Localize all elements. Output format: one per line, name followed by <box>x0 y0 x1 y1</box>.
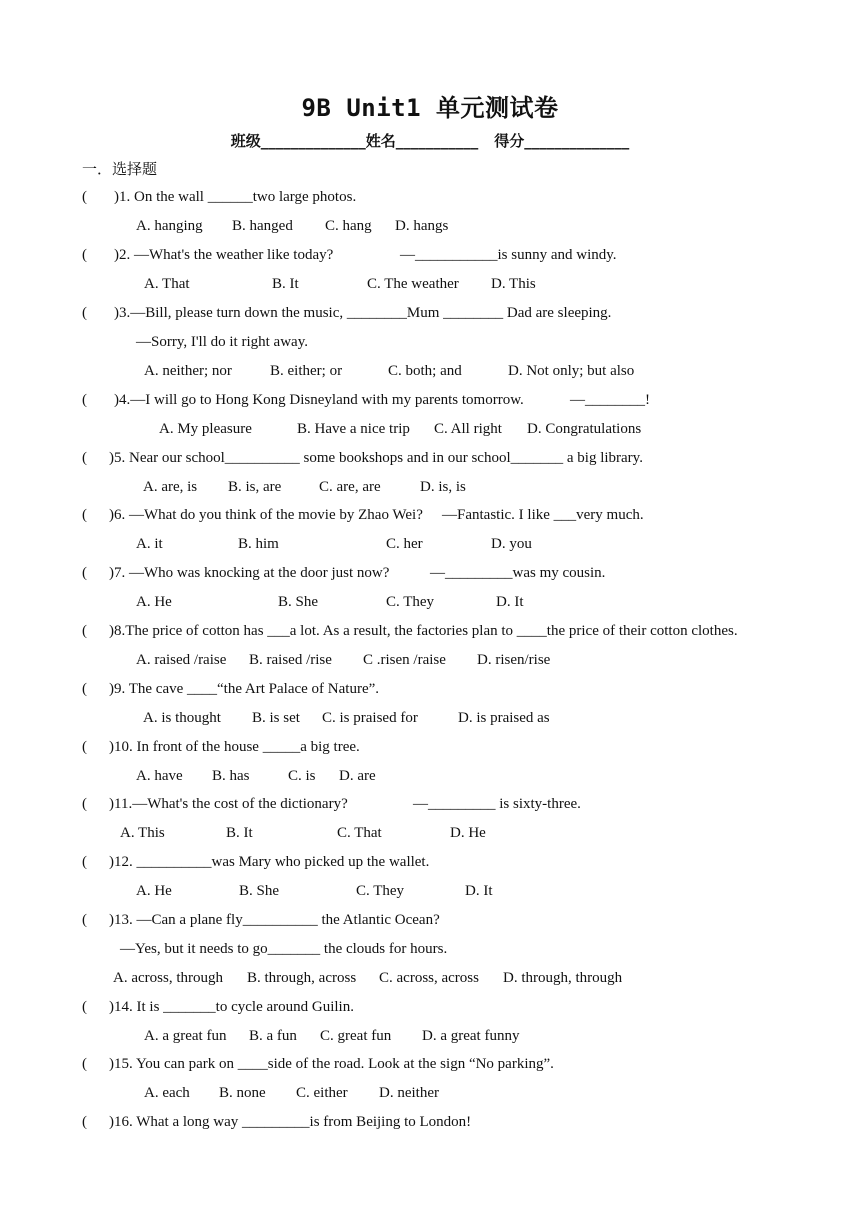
answer-paren[interactable]: ( <box>82 999 87 1015</box>
answer-option: B. hanged <box>232 218 293 234</box>
question-text: )3.—Bill, please turn down the music, ________Mum ________ Dad are sleeping. <box>114 305 612 321</box>
answer-paren[interactable]: ( <box>82 1056 87 1072</box>
answer-option: B. She <box>278 594 319 610</box>
answer-option: C. both; and <box>388 363 462 379</box>
answer-option: C. That <box>337 825 382 841</box>
question-subline: —Sorry, I'll do it right away. <box>136 334 308 350</box>
question-text: )6. —What do you think of the movie by Zhao Wei? <box>109 507 423 523</box>
question-text: )7. —Who was knocking at the door just now? <box>109 565 390 581</box>
answer-option: C. are, are <box>319 479 381 495</box>
question-text: )15. You can park on ____side of the road. Look at the sign “No parking”. <box>109 1056 554 1072</box>
question-reply: —___________is sunny and windy. <box>400 247 617 263</box>
question-text: )13. —Can a plane fly__________ the Atlantic Ocean? <box>109 912 440 928</box>
answer-option: B. either; or <box>270 363 343 379</box>
answer-option: D. hangs <box>395 218 449 234</box>
answer-paren[interactable]: ( <box>82 796 87 812</box>
question-text: )10. In front of the house _____a big tree. <box>109 739 360 755</box>
answer-option: D. Congratulations <box>527 421 642 437</box>
section-title: 一．选择题 <box>82 160 158 178</box>
answer-option: B. raised /rise <box>249 652 332 668</box>
question-text: )5. Near our school__________ some bookshops and in our school_______ a big library. <box>109 450 643 466</box>
answer-option: D. risen/rise <box>477 652 551 668</box>
answer-option: D. neither <box>379 1085 439 1101</box>
answer-option: B. It <box>272 276 299 292</box>
answer-option: B. is, are <box>228 479 282 495</box>
answer-option: A. it <box>136 536 163 552</box>
answer-option: B. Have a nice trip <box>297 421 410 437</box>
answer-option: C .risen /raise <box>363 652 446 668</box>
question-subline: —Yes, but it needs to go_______ the clouds for hours. <box>120 941 448 957</box>
answer-option: B. She <box>239 883 280 899</box>
answer-paren[interactable]: ( <box>82 189 87 205</box>
answer-option: B. has <box>212 768 250 784</box>
answer-paren[interactable]: ( <box>82 247 87 263</box>
answer-option: C. They <box>356 883 405 899</box>
answer-option: A. This <box>120 825 165 841</box>
answer-option: D. Not only; but also <box>508 363 635 379</box>
answer-option: A. have <box>136 768 183 784</box>
student-info-line <box>0 130 860 151</box>
question-text: )9. The cave ____“the Art Palace of Nature”. <box>109 681 380 697</box>
answer-option: A. neither; nor <box>144 363 232 379</box>
answer-option: A. raised /raise <box>136 652 227 668</box>
answer-option: D. is praised as <box>458 710 550 726</box>
answer-paren[interactable]: ( <box>82 854 87 870</box>
answer-option: C. is praised for <box>322 710 418 726</box>
answer-paren[interactable]: ( <box>82 912 87 928</box>
answer-option: D. a great funny <box>422 1028 520 1044</box>
question-text: )14. It is _______to cycle around Guilin. <box>109 999 354 1015</box>
name-field[interactable]: 姓名___________ <box>365 132 479 150</box>
answer-option: C. great fun <box>320 1028 392 1044</box>
answer-option: C. All right <box>434 421 502 437</box>
answer-option: C. either <box>296 1085 348 1101</box>
answer-option: D. you <box>491 536 532 552</box>
answer-option: C. is <box>288 768 316 784</box>
answer-paren[interactable]: ( <box>82 1114 87 1130</box>
question-reply: —_________was my cousin. <box>430 565 606 581</box>
question-reply: —________! <box>570 392 650 408</box>
answer-paren[interactable]: ( <box>82 450 87 466</box>
question-text: )8.The price of cotton has ___a lot. As a result, the factories plan to ____the price of their cotton clothes. <box>109 623 738 639</box>
question-text: )16. What a long way _________is from Beijing to London! <box>109 1114 472 1130</box>
answer-paren[interactable]: ( <box>82 392 87 408</box>
answer-option: C. They <box>386 594 435 610</box>
answer-paren[interactable]: ( <box>82 507 87 523</box>
question-text: )11.—What's the cost of the dictionary? <box>109 796 348 812</box>
answer-paren[interactable]: ( <box>82 623 87 639</box>
answer-option: D. are <box>339 768 376 784</box>
answer-option: C. hang <box>325 218 372 234</box>
answer-option: A. are, is <box>143 479 198 495</box>
answer-option: B. none <box>219 1085 266 1101</box>
answer-option: D. through, through <box>503 970 623 986</box>
answer-option: A. He <box>136 883 172 899</box>
answer-option: B. through, across <box>247 970 357 986</box>
answer-option: A. My pleasure <box>159 421 252 437</box>
page-title: 9B Unit1 单元测试卷 <box>301 94 559 122</box>
answer-paren[interactable]: ( <box>82 305 87 321</box>
answer-option: A. across, through <box>113 970 223 986</box>
answer-option: B. is set <box>252 710 300 726</box>
question-reply: —_________ is sixty-three. <box>413 796 581 812</box>
answer-option: A. each <box>144 1085 190 1101</box>
answer-option: B. him <box>238 536 279 552</box>
question-text: )4.—I will go to Hong Kong Disneyland with my parents tomorrow. <box>114 392 524 408</box>
question-text: )2. —What's the weather like today? <box>114 247 334 263</box>
score-field[interactable]: 得分______________ <box>494 132 630 150</box>
question-text: )12. __________was Mary who picked up the wallet. <box>109 854 430 870</box>
question-text: )1. On the wall ______two large photos. <box>114 189 357 205</box>
answer-option: A. a great fun <box>144 1028 227 1044</box>
answer-option: C. The weather <box>367 276 459 292</box>
class-field[interactable]: 班级______________ <box>230 132 366 150</box>
answer-option: B. It <box>226 825 253 841</box>
answer-option: C. across, across <box>379 970 479 986</box>
answer-option: A. He <box>136 594 172 610</box>
answer-option: A. hanging <box>136 218 203 234</box>
answer-option: A. is thought <box>143 710 221 726</box>
answer-option: D. is, is <box>420 479 466 495</box>
answer-option: D. It <box>465 883 493 899</box>
answer-paren[interactable]: ( <box>82 565 87 581</box>
question-reply: —Fantastic. I like ___very much. <box>442 507 644 523</box>
answer-option: D. This <box>491 276 536 292</box>
answer-option: D. It <box>496 594 524 610</box>
answer-option: C. her <box>386 536 423 552</box>
answer-paren[interactable]: ( <box>82 681 87 697</box>
answer-paren[interactable]: ( <box>82 739 87 755</box>
answer-option: A. That <box>144 276 190 292</box>
answer-option: B. a fun <box>249 1028 297 1044</box>
answer-option: D. He <box>450 825 486 841</box>
